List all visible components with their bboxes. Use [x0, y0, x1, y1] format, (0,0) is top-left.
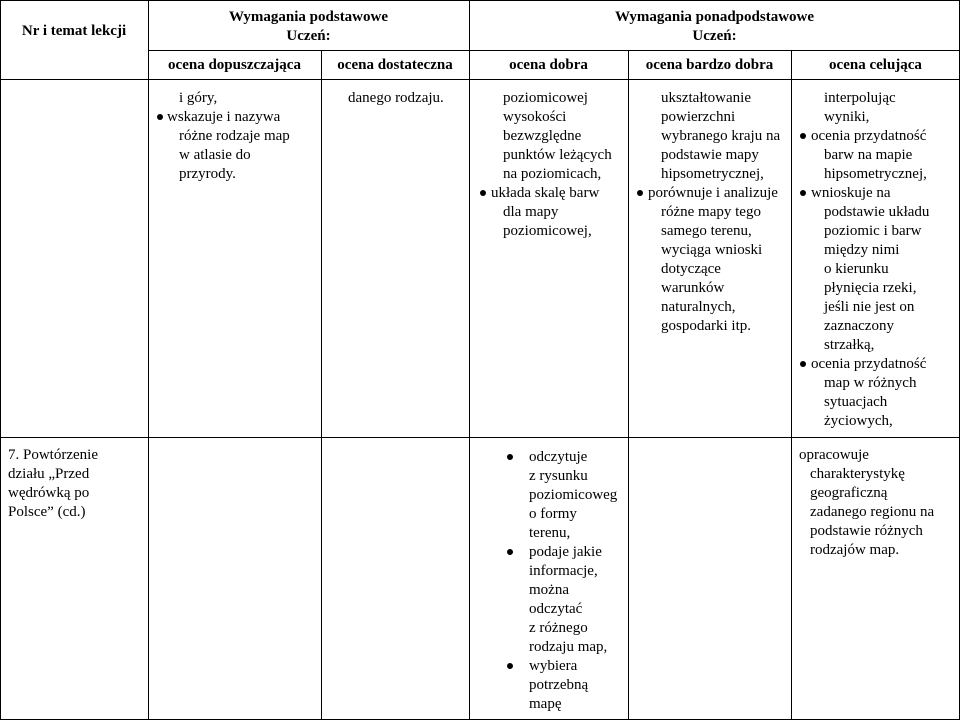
bullet-icon [507, 549, 513, 555]
list-item: w atlasie do [179, 147, 251, 163]
list-item: punktów leżących [503, 147, 612, 163]
list-item: wyniki, [824, 109, 870, 125]
list-item: jeśli nie jest on [824, 299, 915, 315]
list-item: sytuacjach [824, 394, 888, 410]
list-item: opracowuje [799, 447, 869, 463]
list-item: wskazuje i nazywa [167, 109, 281, 125]
bullet-icon [637, 190, 643, 196]
list-item: płynięcia rzeki, [824, 280, 917, 296]
row-divider [0, 437, 960, 438]
list-item: między nimi [824, 242, 900, 258]
list-item: odczytać [529, 601, 583, 617]
bullet-icon [800, 361, 806, 367]
bullet-icon [800, 133, 806, 139]
list-item: hipsometrycznej, [824, 166, 927, 182]
grade-very-good: ocena bardzo dobra [645, 57, 774, 73]
bullet-icon [507, 663, 513, 669]
list-item: wybranego kraju na [661, 128, 781, 144]
col-divider-basic-split [321, 50, 322, 720]
list-item: o formy [529, 506, 577, 522]
lesson-title: 7. Powtórzenie [8, 447, 98, 463]
list-item: wnioskuje na [811, 185, 891, 201]
list-item: różne mapy tego [661, 204, 761, 220]
col-divider-good-verygood [628, 50, 629, 720]
list-item: ocenia przydatność [811, 356, 927, 372]
list-item: ocenia przydatność [811, 128, 927, 144]
bullet-icon [480, 190, 486, 196]
list-item: charakterystykę [810, 466, 905, 482]
list-item: poziomic i barw [824, 223, 922, 239]
lesson-title: działu „Przed [8, 466, 90, 482]
list-item: strzałką, [824, 337, 875, 353]
grade-good: ocena dobra [509, 57, 588, 73]
list-item: podstawie różnych [810, 523, 923, 539]
list-item: wybiera [529, 658, 578, 674]
list-item: porównuje i analizuje [648, 185, 778, 201]
list-item: interpolując [824, 90, 896, 106]
bullet-icon [157, 114, 163, 120]
header-advanced-title: Wymagania ponadpodstawowe [614, 9, 815, 25]
list-item: warunków [661, 280, 725, 296]
list-item: wyciąga wnioski [661, 242, 763, 258]
list-item: z różnego [529, 620, 588, 636]
list-item: naturalnych, [661, 299, 736, 315]
list-item: rodzajów map. [810, 542, 900, 558]
list-item: geograficzną [810, 485, 888, 501]
list-item: podaje jakie [529, 544, 602, 560]
list-item: podstawie układu [824, 204, 930, 220]
header-lesson: Nr i temat lekcji [21, 23, 127, 39]
grade-satisfactory: ocena dostateczna [337, 57, 453, 73]
header-bottom-rule [0, 79, 960, 80]
col-divider-verygood-excellent [791, 50, 792, 720]
list-item: danego rodzaju. [348, 90, 444, 106]
table-bottom-border [0, 719, 960, 720]
list-item: barw na mapie [824, 147, 913, 163]
grade-excellent: ocena celująca [829, 57, 922, 73]
list-item: hipsometrycznej, [661, 166, 764, 182]
list-item: podstawie mapy [661, 147, 759, 163]
list-item: odczytuje [529, 449, 588, 465]
list-item: wysokości [503, 109, 567, 125]
lesson-title: Polsce” (cd.) [8, 504, 86, 520]
header-advanced-subtitle: Uczeń: [692, 28, 737, 44]
list-item: potrzebną [529, 677, 589, 693]
list-item: zadanego regionu na [810, 504, 935, 520]
table-left-border [0, 0, 1, 720]
list-item: i góry, [179, 90, 218, 106]
list-item: informacje, [529, 563, 598, 579]
list-item: terenu, [529, 525, 571, 541]
header-basic-subtitle: Uczeń: [286, 28, 331, 44]
list-item: poziomicoweg [529, 487, 618, 503]
col-divider-basic-advanced [469, 0, 470, 720]
list-item: zaznaczony [824, 318, 894, 334]
grade-sufficient: ocena dopuszczająca [168, 57, 301, 73]
list-item: życiowych, [824, 413, 893, 429]
list-item: różne rodzaje map [179, 128, 290, 144]
table-top-border [0, 0, 960, 1]
list-item: poziomicowej [503, 90, 588, 106]
list-item: dotyczące [661, 261, 721, 277]
list-item: z rysunku [529, 468, 588, 484]
list-item: bezwzględne [503, 128, 582, 144]
list-item: map w różnych [824, 375, 917, 391]
list-item: można [529, 582, 569, 598]
list-item: powierzchni [661, 109, 736, 125]
header-basic-title: Wymagania podstawowe [228, 9, 389, 25]
list-item: rodzaju map, [529, 639, 608, 655]
list-item: o kierunku [824, 261, 889, 277]
list-item: poziomicowej, [503, 223, 592, 239]
bullet-icon [507, 454, 513, 460]
list-item: na poziomicach, [503, 166, 602, 182]
list-item: dla mapy [503, 204, 559, 220]
list-item: układa skalę barw [491, 185, 600, 201]
list-item: ukształtowanie [661, 90, 751, 106]
bullet-icon [800, 190, 806, 196]
list-item: samego terenu, [661, 223, 752, 239]
col-divider-lesson [148, 0, 149, 720]
header-mid-rule [148, 50, 960, 51]
list-item: przyrody. [179, 166, 236, 182]
list-item: gospodarki itp. [661, 318, 751, 334]
lesson-title: wędrówką po [8, 485, 90, 501]
list-item: mapę [529, 696, 562, 712]
